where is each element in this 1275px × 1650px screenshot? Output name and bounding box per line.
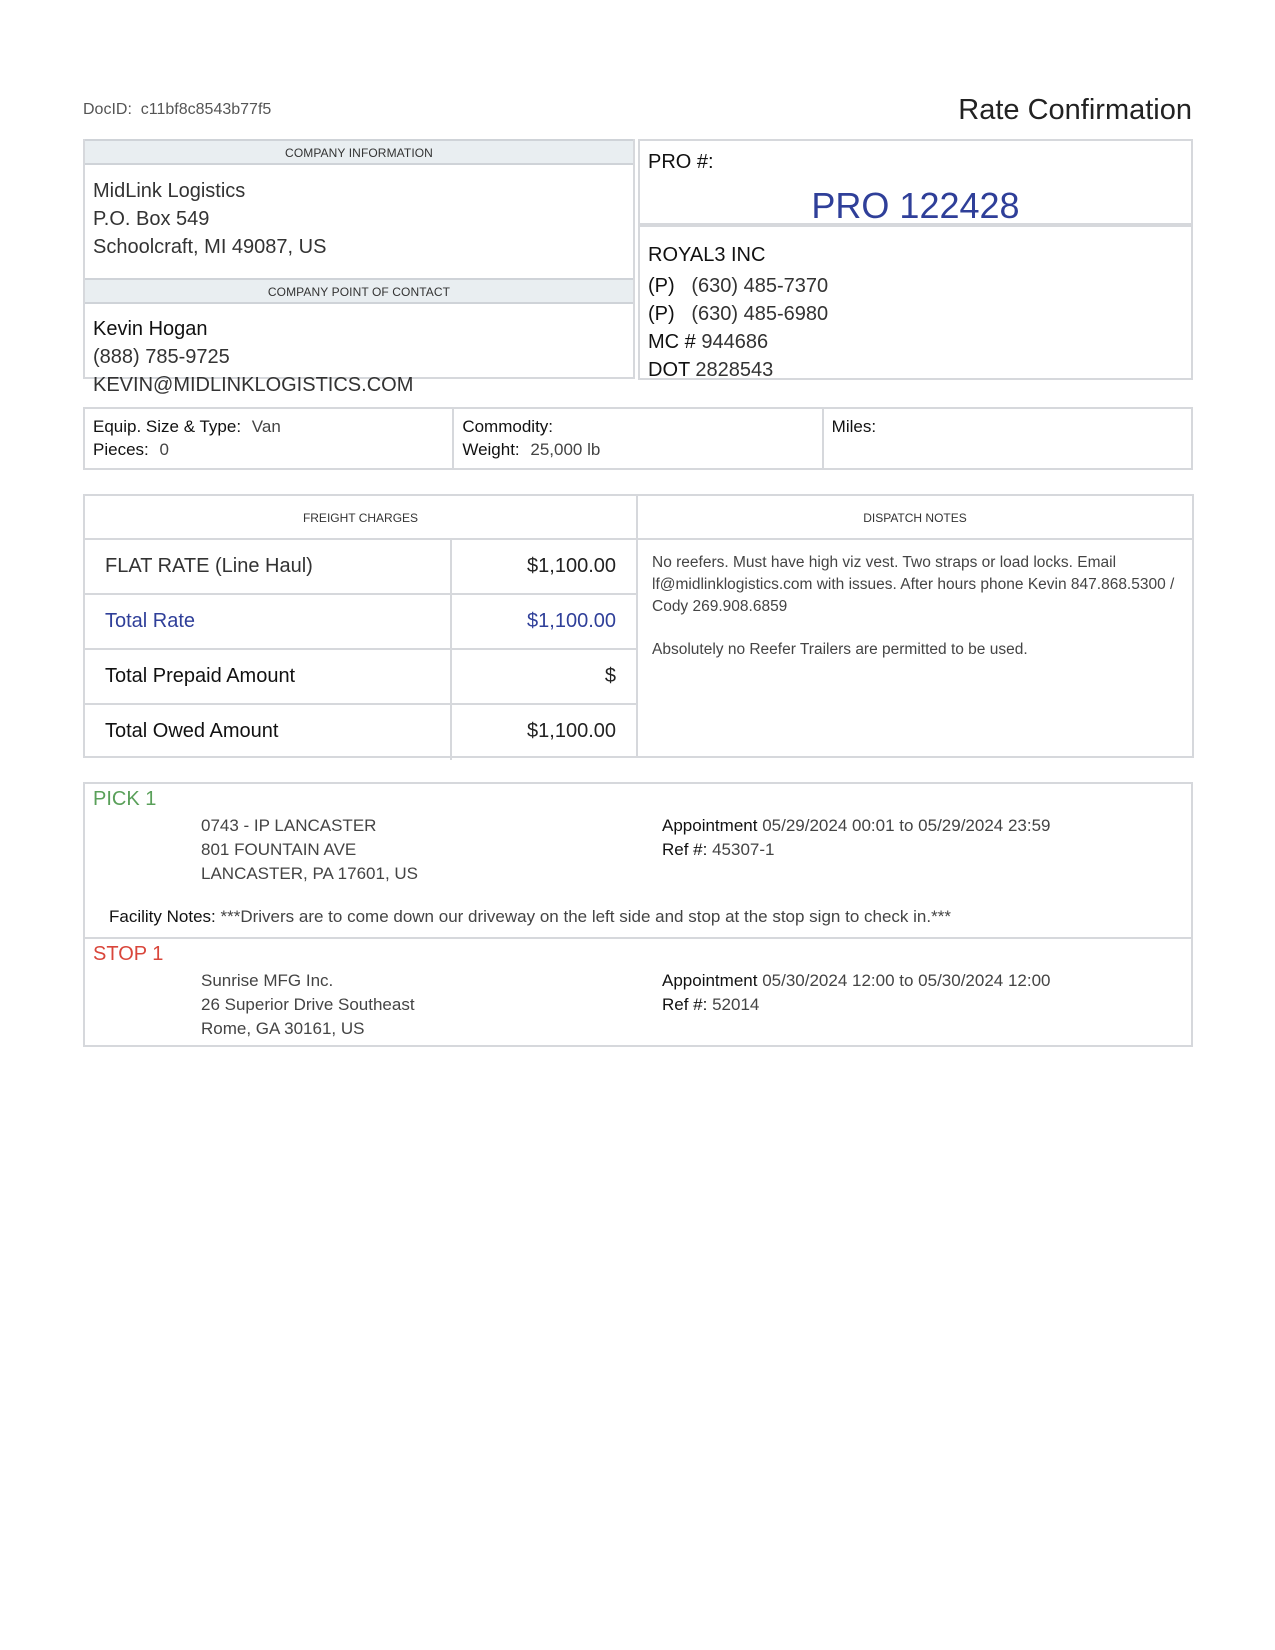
company-info-header: COMPANY INFORMATION bbox=[85, 139, 633, 165]
charge-label: Total Owed Amount bbox=[85, 705, 452, 760]
carrier-name: ROYAL3 INC bbox=[648, 244, 766, 266]
dispatch-notes-header: DISPATCH NOTES bbox=[638, 496, 1192, 540]
mc-value: 944686 bbox=[701, 331, 769, 353]
pick-address-line3: LANCASTER, PA 17601, US bbox=[201, 864, 419, 883]
carrier-phone-1 bbox=[648, 272, 828, 300]
weight bbox=[462, 438, 813, 461]
dot-value: 2828543 bbox=[695, 359, 774, 381]
carrier-panel bbox=[638, 225, 1193, 380]
pick-title: PICK 1 bbox=[93, 788, 157, 810]
pick-appointment-time bbox=[662, 814, 1051, 838]
dispatch-notes-panel bbox=[638, 494, 1194, 758]
pieces-value: 0 bbox=[159, 440, 169, 459]
poc-header: COMPANY POINT OF CONTACT bbox=[85, 278, 633, 304]
stop-address bbox=[201, 969, 415, 1041]
weight-value: 25,000 lb bbox=[530, 440, 601, 459]
charge-value: $1,100.00 bbox=[527, 555, 616, 577]
charge-label: Total Prepaid Amount bbox=[85, 650, 452, 703]
commodity-label: Commodity: bbox=[462, 417, 554, 436]
ref-value: 52014 bbox=[712, 995, 760, 1014]
carrier-dot bbox=[648, 356, 828, 384]
appointment-label: Appointment bbox=[662, 816, 758, 835]
document-title: Rate Confirmation bbox=[958, 94, 1192, 126]
commodity bbox=[462, 415, 813, 438]
stop-address-line3: Rome, GA 30161, US bbox=[201, 1019, 365, 1038]
facility-notes-value: ***Drivers are to come down our driveway on the left side and stop at the stop sign to check in.*** bbox=[220, 907, 951, 926]
pick-appointment bbox=[662, 814, 1051, 862]
pieces bbox=[93, 438, 444, 461]
stop-appointment bbox=[662, 969, 1051, 1017]
doc-id-value: c11bf8c8543b77f5 bbox=[140, 101, 272, 118]
dispatch-notes-text bbox=[638, 540, 1192, 661]
delivery-stop bbox=[83, 939, 1193, 1047]
company-address-line2: Schoolcraft, MI 49087, US bbox=[93, 236, 327, 258]
company-address-line1: P.O. Box 549 bbox=[93, 208, 210, 230]
pick-ref bbox=[662, 838, 1051, 862]
appointment-value: 05/30/2024 12:00 to 05/30/2024 12:00 bbox=[762, 971, 1051, 990]
doc-id-label: DocID: bbox=[83, 101, 132, 118]
doc-id bbox=[83, 101, 271, 119]
pro-label: PRO #: bbox=[648, 151, 714, 173]
stop-address-line2: 26 Superior Drive Southeast bbox=[201, 995, 415, 1014]
ref-label: Ref #: bbox=[662, 995, 708, 1014]
carrier-details bbox=[648, 241, 828, 384]
equip-value: Van bbox=[251, 417, 281, 436]
equipment-cell bbox=[85, 409, 454, 468]
charge-row-owed bbox=[85, 705, 636, 760]
charge-label: FLAT RATE (Line Haul) bbox=[85, 540, 452, 593]
dispatch-note-paragraph: No reefers. Must have high viz vest. Two straps or load locks. Email lf@midlinklogistics.com with issues. After hours phone Kevin 847.868.5300 / Cody 269.908.6859 bbox=[652, 554, 1175, 615]
stop-appointment-time bbox=[662, 969, 1051, 993]
carrier-mc bbox=[648, 328, 828, 356]
company-name: MidLink Logistics bbox=[93, 180, 246, 202]
charge-value: $ bbox=[604, 665, 616, 687]
company-info-panel bbox=[83, 139, 635, 396]
mc-label: MC # bbox=[648, 331, 696, 353]
charge-row-total-rate bbox=[85, 595, 636, 650]
freight-charges-header: FREIGHT CHARGES bbox=[85, 496, 636, 540]
ref-value: 45307-1 bbox=[712, 840, 775, 859]
miles-cell bbox=[824, 409, 1191, 468]
equip-type bbox=[93, 415, 444, 438]
stop-title: STOP 1 bbox=[93, 943, 164, 965]
pick-stop bbox=[83, 782, 1193, 939]
equipment-row bbox=[83, 407, 1193, 470]
weight-label: Weight: bbox=[462, 440, 520, 459]
facility-notes bbox=[109, 907, 951, 927]
phone-label: (P) bbox=[648, 275, 675, 297]
poc-email: KEVIN@MIDLINKLOGISTICS.COM bbox=[93, 374, 414, 396]
equip-label: Equip. Size & Type: bbox=[93, 417, 242, 436]
charge-row-prepaid bbox=[85, 650, 636, 705]
pick-address bbox=[201, 814, 418, 886]
stop-ref bbox=[662, 993, 1051, 1017]
pro-number: PRO 122428 bbox=[811, 185, 1020, 226]
phone-label: (P) bbox=[648, 303, 675, 325]
dispatch-note-paragraph: Absolutely no Reefer Trailers are permitted to be used. bbox=[652, 641, 1028, 658]
pick-address-line2: 801 FOUNTAIN AVE bbox=[201, 840, 357, 859]
commodity-cell bbox=[454, 409, 823, 468]
poc-details bbox=[93, 315, 413, 399]
miles-label: Miles: bbox=[831, 417, 877, 436]
facility-notes-label: Facility Notes: bbox=[109, 907, 216, 926]
phone-value: (630) 485-6980 bbox=[691, 303, 829, 325]
pro-panel bbox=[638, 139, 1193, 225]
poc-name: Kevin Hogan bbox=[93, 318, 208, 340]
appointment-value: 05/29/2024 00:01 to 05/29/2024 23:59 bbox=[762, 816, 1051, 835]
charge-value: $1,100.00 bbox=[527, 610, 616, 632]
ref-label: Ref #: bbox=[662, 840, 708, 859]
charge-label: Total Rate bbox=[85, 595, 452, 648]
pieces-label: Pieces: bbox=[93, 440, 149, 459]
appointment-label: Appointment bbox=[662, 971, 758, 990]
dot-label: DOT bbox=[648, 359, 690, 381]
pick-address-line1: 0743 - IP LANCASTER bbox=[201, 816, 377, 835]
carrier-phone-2 bbox=[648, 300, 828, 328]
freight-charges-table bbox=[83, 494, 638, 758]
charge-value: $1,100.00 bbox=[527, 720, 616, 742]
poc-phone: (888) 785-9725 bbox=[93, 346, 230, 368]
phone-value: (630) 485-7370 bbox=[691, 275, 829, 297]
company-address bbox=[93, 177, 326, 261]
stop-address-line1: Sunrise MFG Inc. bbox=[201, 971, 334, 990]
charge-row-flat-rate bbox=[85, 540, 636, 595]
